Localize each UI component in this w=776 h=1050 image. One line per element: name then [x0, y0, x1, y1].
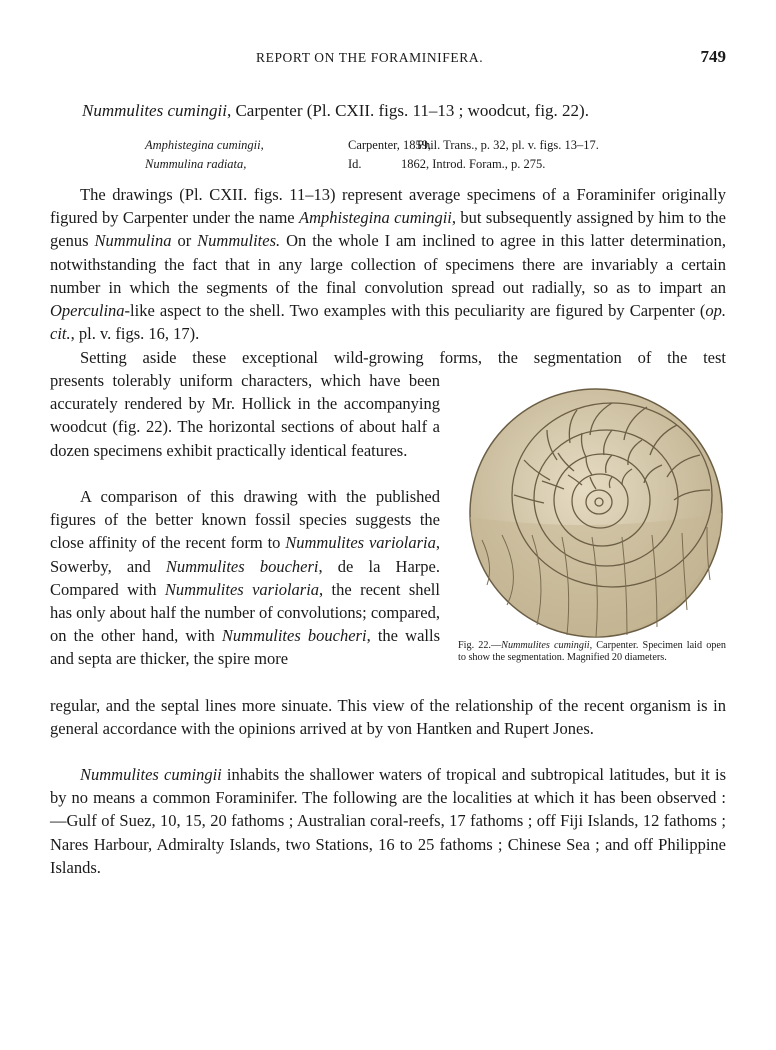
- figure-caption: [458, 640, 726, 664]
- text-run: -like aspect to the shell. Two examples with this peculiarity are figured by Carpenter (: [124, 301, 706, 321]
- text-run: , the walls and septa are thicker, the spire more: [50, 626, 440, 669]
- species-heading: [82, 101, 589, 121]
- synonymy-line: [145, 155, 665, 174]
- synonym-author: Id.: [348, 157, 362, 171]
- page-number: 749: [700, 47, 726, 66]
- paragraph-2-first-line: Setting aside these exceptional wild-growing forms, the segmentation of the test: [80, 348, 726, 367]
- synonym-author: Carpenter, 1859,: [348, 138, 432, 152]
- italic-run: Nummulites boucheri: [165, 556, 319, 576]
- synonym-name: Amphistegina cumingii,: [145, 138, 264, 152]
- figure-22-woodcut: [462, 385, 730, 640]
- italic-run: op. cit.: [50, 301, 726, 344]
- synonymy-line: [145, 136, 665, 155]
- synonym-reference: Phil. Trans., p. 32, pl. v. figs. 13–17.: [417, 138, 599, 152]
- paragraph-3-continued: regular, and the septal lines more sinuate. This view of the relationship of the recent organism is in general accordance with the opinions arrived at by von Hantken and Rupert Jones.: [50, 696, 726, 739]
- species-heading-rest: , Carpenter (Pl. CXII. figs. 11–13 ; woodcut, fig. 22).: [226, 101, 589, 120]
- italic-run: Nummulites variolaria: [285, 533, 436, 553]
- text-run: , the recent shell has only about half the number of convolutions; compared, on the other hand, with: [50, 579, 440, 646]
- italic-run: Nummulites.: [197, 231, 281, 251]
- paragraph-1: [50, 183, 726, 345]
- synonym-name: Nummulina radiata,: [145, 157, 247, 171]
- synonymy: [145, 136, 665, 174]
- running-title: REPORT ON THE FORAMINIFERA.: [256, 50, 484, 65]
- caption-species: Nummulites cumingii,: [501, 640, 593, 651]
- italic-run: Nummulites variolaria: [164, 579, 320, 599]
- italic-run: Nummulites boucheri: [221, 626, 367, 646]
- running-head: [50, 47, 726, 69]
- italic-run: Nummulites cumingii: [80, 765, 222, 784]
- paragraph-2: presents tolerably uniform characters, which have been accurately rendered by Mr. Hollick in the accompanying woodcut (fig. 22). The horizontal sections of about half a dozen specimens exhibit practically identical features.: [50, 371, 440, 460]
- paragraph-3: [50, 485, 440, 671]
- text-run: A comparison of this drawing with the published figures of the better known fossil species suggests the close affinity of the recent form to: [50, 487, 440, 553]
- text-run: , pl. v. figs. 16, 17).: [70, 324, 200, 344]
- synonym-reference: 1862, Introd. Foram., p. 275.: [401, 157, 546, 171]
- caption-label: Fig. 22.—: [458, 640, 502, 651]
- italic-run: Operculina: [50, 301, 125, 321]
- paragraph-4: [50, 763, 726, 879]
- species-name: Nummulites cumingii: [82, 101, 227, 120]
- text-run: , de la Harpe. Compared with: [50, 556, 440, 599]
- shell-illustration: [462, 385, 730, 640]
- caption-text: Carpenter. Specimen laid open to show the segmentation. Magnified 20 diameters.: [458, 640, 726, 663]
- text-run: , Sowerby, and: [50, 533, 440, 576]
- text-run: , but subsequently assigned by him to the genus: [50, 208, 727, 251]
- italic-run: Amphistegina cumingii: [299, 208, 452, 228]
- text-run: or: [171, 231, 198, 251]
- text-run: On the whole I am inclined to agree in this latter determination, notwithstanding the fact that in any large collection of specimens there are invariably a certain number in which the segments of the final convolution spread out radially, so as to impart an: [50, 231, 727, 297]
- italic-run: Nummulina: [94, 231, 172, 251]
- text-run: The drawings (Pl. CXII. figs. 11–13) represent average specimens of a Foraminifer originally figured by Carpenter under the name: [50, 185, 726, 228]
- text-run: inhabits the shallower waters of tropical and subtropical latitudes, but it is by no means a common Foraminifer. The following are the localities at which it has been observed :—Gulf of Suez, 10, 15, 20 fathoms ; Australian coral-reefs, 17 fathoms ; off Fiji Islands, 12 fathoms ; Nares Harbour, Admiralty Islands, two Stations, 16 to 25 fathoms ; Chinese Sea ; and off Philippine Islands.: [50, 765, 726, 877]
